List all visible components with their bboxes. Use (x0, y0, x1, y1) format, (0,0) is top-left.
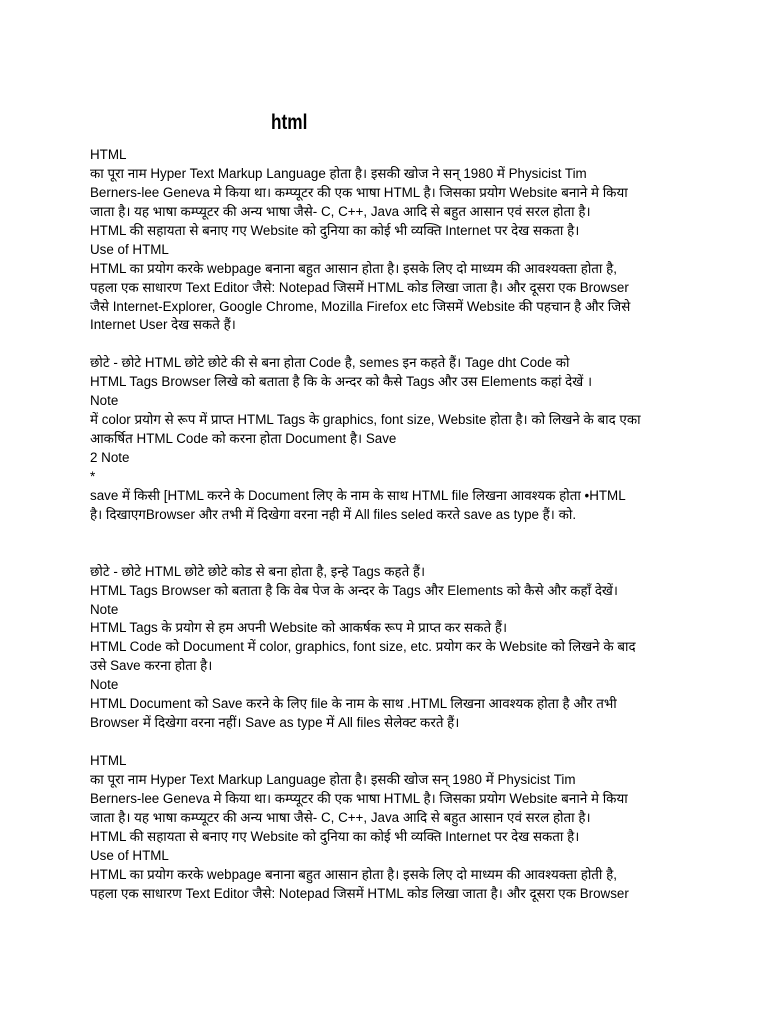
text-line: Use of HTML (90, 847, 169, 863)
text-line: छोटे - छोटे HTML छोटे छोटे की से बना होता Code है, semes इन कहते हैं। Tage dht Code को (90, 355, 570, 371)
text-line: HTML का प्रयोग करके webpage बनाना बहुत आसान होता है। इसके लिए दो माध्यम की आवश्यक्ता होती है, (90, 866, 617, 882)
text-line: Berners-lee Geneva मे किया था। कम्प्यूटर की एक भाषा HTML है। जिसका प्रयोग Website बनाने मे किया (90, 790, 628, 806)
text-line: Note (90, 677, 119, 693)
text-line: जैसे Internet-Explorer, Google Chrome, Mozilla Firefox etc जिसमें Website की पहचान है और जिसे (90, 298, 631, 314)
text-line: का पूरा नाम Hyper Text Markup Language होता है। इसकी खोज सन् 1980 में Physicist Tim (90, 771, 576, 787)
text-line: Berners-lee Geneva मे किया था। कम्प्यूटर की एक भाषा HTML है। जिसका प्रयोग Website बनाने मे किया (90, 184, 628, 200)
text-line: HTML का प्रयोग करके webpage बनाना बहुत आसान होता है। इसके लिए दो माध्यम की आवश्यक्ता होता है, (90, 260, 617, 276)
text-line: पहला एक साधारण Text Editor जैसे: Notepad जिसमें HTML कोड लिखा जाता है। और दूसरा एक Browser (90, 279, 629, 295)
text-line: उसे Save करना होता है। (90, 658, 213, 674)
text-line: Internet User देख सकते हैं। (90, 317, 236, 333)
text-line: जाता है। यह भाषा कम्प्यूटर की अन्य भाषा जैसे- C, C++, Java आदि से बहुत आसान एवं सरल होता है। (90, 203, 591, 219)
blank-line (90, 335, 700, 354)
text-line: HTML Tags Browser को बताता है कि वेब पेज के अन्दर के Tags और Elements को कैसे और कहाँ देखें। (90, 582, 618, 598)
text-line: 2 Note (90, 450, 130, 465)
text-line: * (90, 468, 96, 484)
text-line: है। दिखाएगBrowser और तभी में दिखेगा वरना नही में All files seled करते save as type हैं। को. (90, 506, 577, 522)
text-line: Use of HTML (90, 241, 169, 257)
text-line: में color प्रयोग से रूप में प्राप्त HTML Tags के graphics, font size, Website होता है। को लिखने के बाद एका (90, 412, 641, 428)
text-line: आकर्षित HTML Code को करना होता Document है। Save (90, 431, 397, 447)
text-line: HTML Code को Document में color, graphics, font size, etc. प्रयोग कर के Website को लिखने के बाद (90, 639, 636, 655)
text-line: HTML Document को Save करने के लिए file के नाम के साथ .HTML लिखना आवश्यक होता है और तभी (90, 696, 617, 712)
document-title: html (271, 111, 308, 134)
text-line: HTML की सहायता से बनाए गए Website को दुनिया का कोई भी व्यक्ति Internet पर देख सकता है। (90, 222, 580, 238)
text-line: छोटे - छोटे HTML छोटे छोटे कोड से बना होता है, इन्हे Tags कहते हैं। (90, 563, 426, 579)
blank-line (90, 733, 700, 752)
text-line: Note (90, 601, 119, 617)
text-line: HTML (90, 147, 127, 162)
text-line: HTML (90, 753, 127, 768)
blank-line (90, 544, 700, 563)
text-line: HTML Tags Browser लिखे को बताता है कि के अन्दर को कैसे Tags और उस Elements कहां देखें । (90, 374, 593, 390)
text-line: का पूरा नाम Hyper Text Markup Language होता है। इसकी खोज ने सन् 1980 में Physicist Tim (90, 165, 587, 181)
text-line: save में किसी [HTML करने के Document लिए के नाम के साथ HTML file लिखना आवश्यक होता •HTML (90, 487, 626, 503)
text-line: Note (90, 393, 119, 409)
text-line: पहला एक साधारण Text Editor जैसे: Notepad जिसमें HTML कोड लिखा जाता है। और दूसरा एक Browser (90, 885, 629, 901)
text-line: Browser में दिखेगा वरना नहीं। Save as type में All files सेलेक्ट करते हैं। (90, 715, 460, 731)
text-line: HTML Tags के प्रयोग से हम अपनी Website को आकर्षक रूप मे प्राप्त कर सकते हैं। (90, 620, 508, 636)
text-line: HTML की सहायता से बनाए गए Website को दुनिया का कोई भी व्यक्ति Internet पर देख सकता है। (90, 828, 580, 844)
blank-line (90, 525, 700, 544)
document-body (90, 146, 700, 904)
text-line: जाता है। यह भाषा कम्प्यूटर की अन्य भाषा जैसे- C, C++, Java आदि से बहुत आसान एवं सरल होता है। (90, 809, 591, 825)
